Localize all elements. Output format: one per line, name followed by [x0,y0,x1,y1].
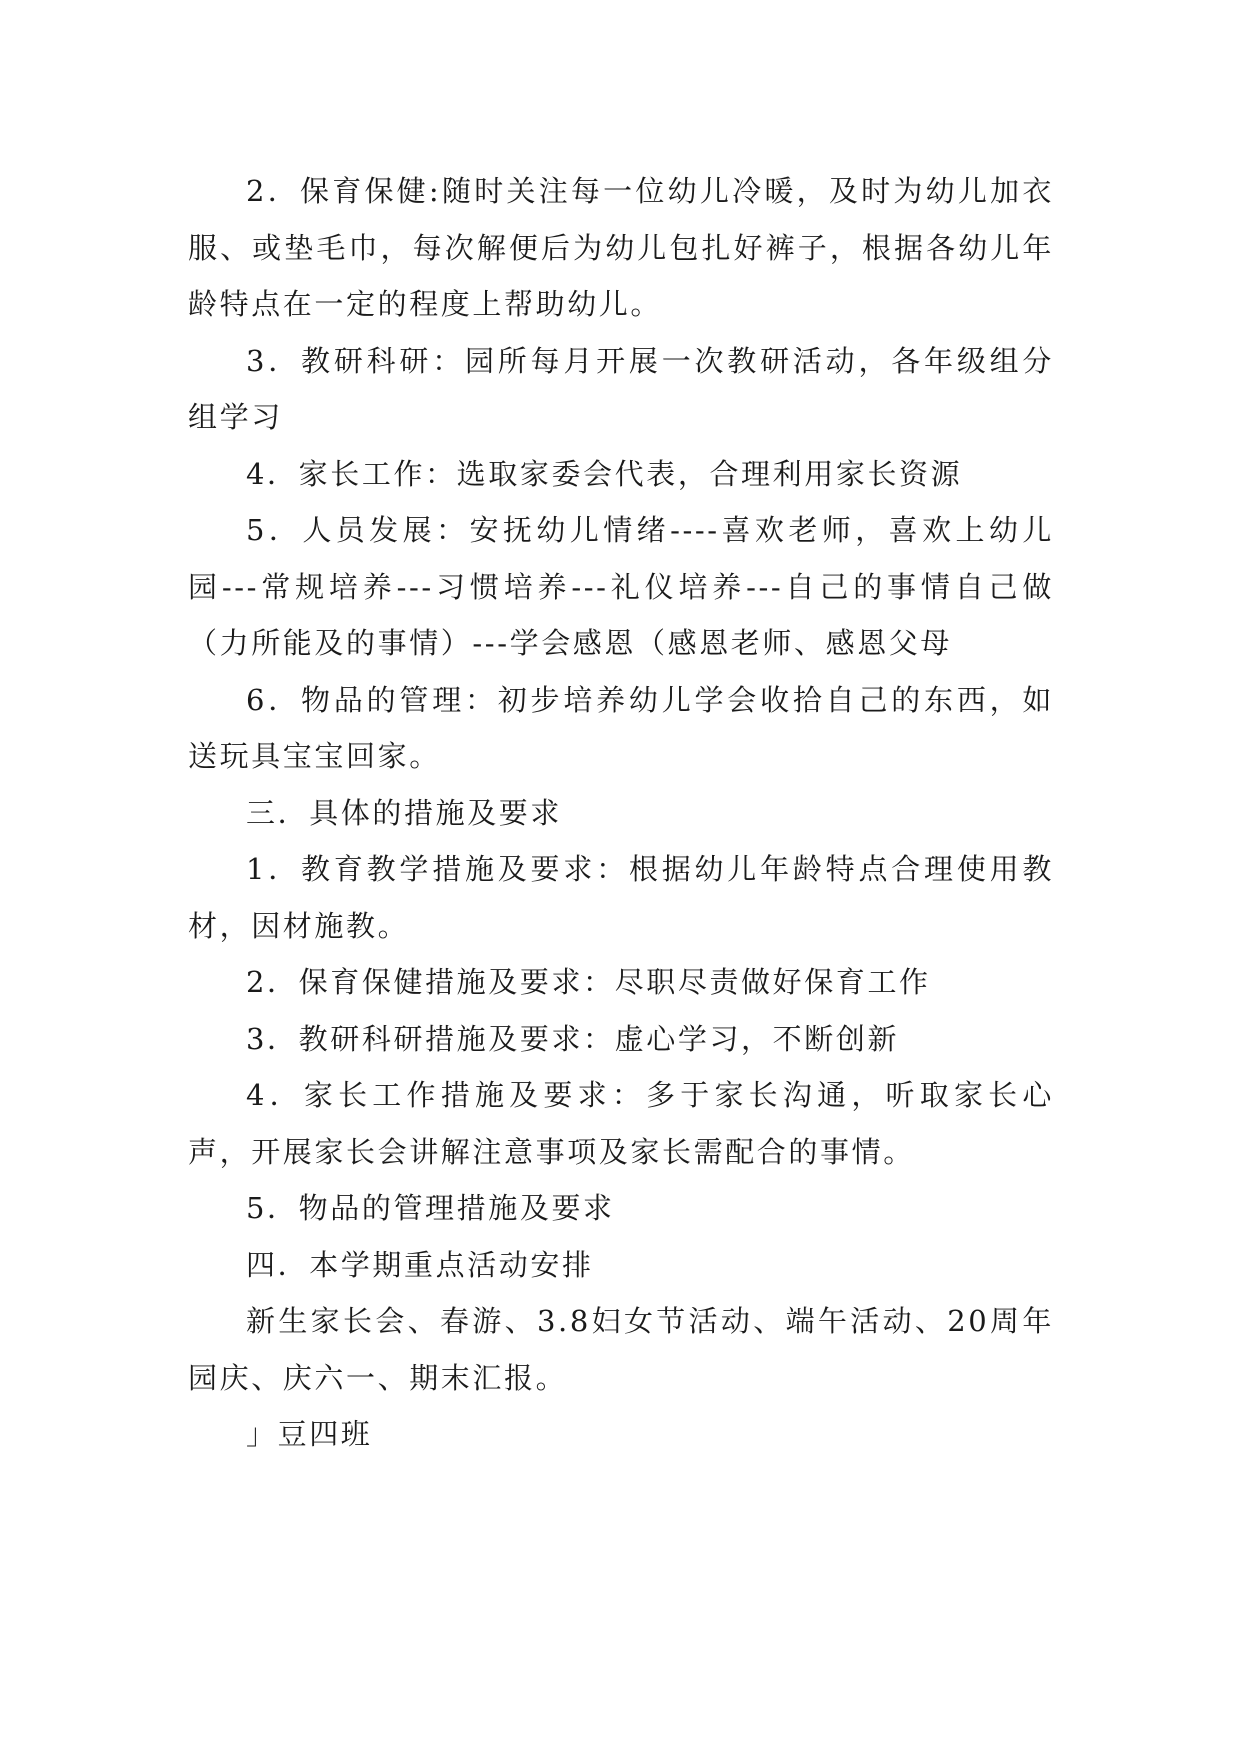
paragraph-activity-list: 新生家长会、春游、3.8妇女节活动、端午活动、20周年园庆、庆六一、期末汇报。 [188,1304,1054,1395]
document-page [188,163,1054,1463]
paragraph-staff-development: 5．人员发展：安抚幼儿情绪----喜欢老师，喜欢上幼儿园---常规培养---习惯培养---礼仪培养---自己的事情自己做（力所能及的事情）---学会感恩（感恩老师、感恩父母 [188,513,1054,660]
paragraph-parent-measures: 4．家长工作措施及要求：多于家长沟通，听取家长心声，开展家长会讲解注意事项及家长需配合的事情。 [188,1078,1054,1169]
section-heading-measures: 三．具体的措施及要求 [246,795,563,830]
paragraph-teaching-research: 3．教研科研：园所每月开展一次教研活动，各年级组分组学习 [188,343,1054,434]
paragraph-health-measures: 2．保育保健措施及要求：尽职尽责做好保育工作 [246,965,931,999]
paragraph-teaching-measures: 1．教育教学措施及要求：根据幼儿年龄特点合理使用教材，因材施教。 [188,852,1054,943]
paragraph-health-care: 2．保育保健:随时关注每一位幼儿冷暖，及时为幼儿加衣服、或垫毛巾，每次解便后为幼儿包扎好裤子，根据各幼儿年龄特点在一定的程度上帮助幼儿。 [188,174,1054,321]
class-name: 」豆四班 [246,1417,373,1451]
section-heading-activities: 四．本学期重点活动安排 [246,1247,594,1282]
paragraph-research-measures: 3．教研科研措施及要求：虚心学习，不断创新 [246,1021,900,1056]
paragraph-item-management: 6．物品的管理：初步培养幼儿学会收拾自己的东西，如送玩具宝宝回家。 [188,682,1054,773]
paragraph-parent-work: 4．家长工作：选取家委会代表，合理利用家长资源 [246,456,963,491]
paragraph-item-measures: 5．物品的管理措施及要求 [246,1191,615,1225]
